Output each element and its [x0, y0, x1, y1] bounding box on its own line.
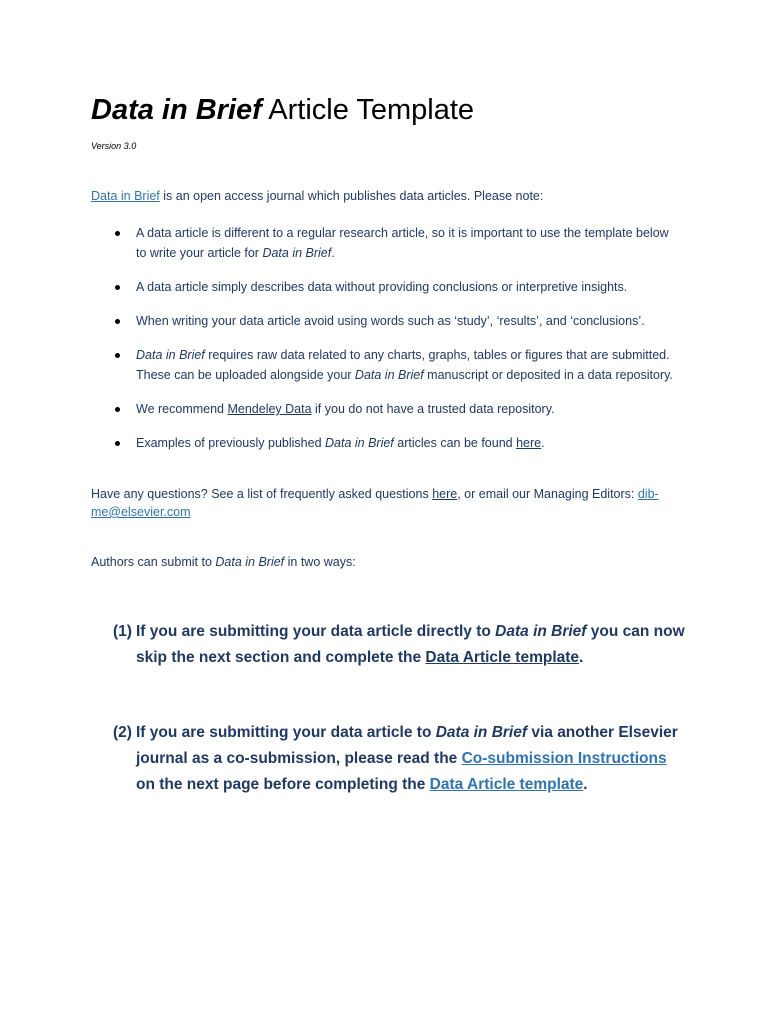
- faq-here-link[interactable]: here: [432, 487, 458, 501]
- page-title: [91, 94, 474, 127]
- examples-here-link[interactable]: here: [516, 436, 542, 450]
- option-body: [113, 619, 688, 671]
- submission-option-1: [113, 619, 688, 671]
- option-body: [113, 720, 688, 798]
- list-item: [115, 345, 675, 385]
- list-item: [115, 433, 675, 453]
- bullet-end: .: [331, 246, 335, 260]
- submission-option-2: [113, 720, 688, 798]
- option-text: If you are submitting your data article directly to: [136, 623, 496, 640]
- option-middle: you can now skip the next section and complete the: [136, 623, 685, 666]
- journal-name: Data in Brief: [325, 436, 394, 450]
- email-link[interactable]: dib-me@elsevier.com: [91, 487, 659, 519]
- data-article-template-link[interactable]: Data Article template: [425, 649, 580, 666]
- list-item: [115, 223, 675, 263]
- journal-name: Data in Brief: [354, 368, 424, 382]
- bullet-icon: [115, 353, 120, 358]
- option-end: .: [579, 649, 584, 666]
- journal-name: Data in Brief: [215, 555, 285, 569]
- list-item: [115, 277, 675, 297]
- version-label: Version 3.0: [91, 141, 137, 151]
- journal-name: Data in Brief: [435, 724, 528, 741]
- bullet-icon: [115, 231, 120, 236]
- faq-middle: , or email our Managing Editors:: [457, 487, 638, 501]
- journal-link[interactable]: Data in Brief: [91, 189, 160, 203]
- authors-text: Authors can submit to: [91, 555, 216, 569]
- bullet-text: When writing your data article avoid using words such as ‘study’, ‘results’, and ‘conclusions’.: [136, 314, 645, 328]
- bullet-middle: articles can be found: [393, 436, 517, 450]
- title-journal-name: Data in Brief: [91, 94, 262, 126]
- bullet-icon: [115, 407, 120, 412]
- option-middle: via another Elsevier journal as a co-submission, please read the: [136, 724, 678, 767]
- option-text: If you are submitting your data article to: [136, 724, 436, 741]
- bullet-icon: [115, 285, 120, 290]
- title-rest: Article Template: [261, 94, 475, 126]
- intro-paragraph: [91, 189, 543, 203]
- authors-end: in two ways:: [284, 555, 356, 569]
- option-middle-2: on the next page before completing the: [136, 776, 430, 793]
- bullet-icon: [115, 441, 120, 446]
- bullet-text: We recommend: [136, 402, 228, 416]
- bullet-text: A data article simply describes data without providing conclusions or interpretive insights.: [136, 280, 628, 294]
- faq-paragraph: [91, 485, 671, 521]
- co-submission-instructions-link[interactable]: Co-submission Instructions: [461, 750, 667, 767]
- bullet-text: Examples of previously published: [136, 436, 325, 450]
- intro-text: is an open access journal which publishes data articles. Please note:: [159, 189, 544, 203]
- bullet-end: .: [541, 436, 545, 450]
- mendeley-data-link[interactable]: Mendeley Data: [227, 402, 312, 416]
- journal-name: Data in Brief: [495, 623, 587, 640]
- notes-list: [115, 223, 675, 467]
- data-article-template-link[interactable]: Data Article template: [429, 776, 584, 793]
- faq-text: Have any questions? See a list of frequently asked questions: [91, 487, 433, 501]
- list-item: [115, 311, 675, 331]
- option-number: (1): [113, 623, 132, 640]
- option-number: (2): [113, 724, 132, 741]
- bullet-icon: [115, 319, 120, 324]
- journal-name: Data in Brief: [136, 348, 205, 362]
- bullet-text: A data article is different to a regular research article, so it is important to use the template below to write your article for: [136, 226, 669, 260]
- list-item: [115, 399, 675, 419]
- authors-paragraph: [91, 555, 356, 569]
- bullet-end: if you do not have a trusted data repository.: [311, 402, 555, 416]
- bullet-text: requires raw data related to any charts, graphs, tables or figures that are submitted. These can be uploaded alongside your: [136, 348, 670, 382]
- bullet-end: manuscript or deposited in a data repository.: [423, 368, 673, 382]
- journal-name: Data in Brief: [262, 246, 332, 260]
- option-end: .: [583, 776, 588, 793]
